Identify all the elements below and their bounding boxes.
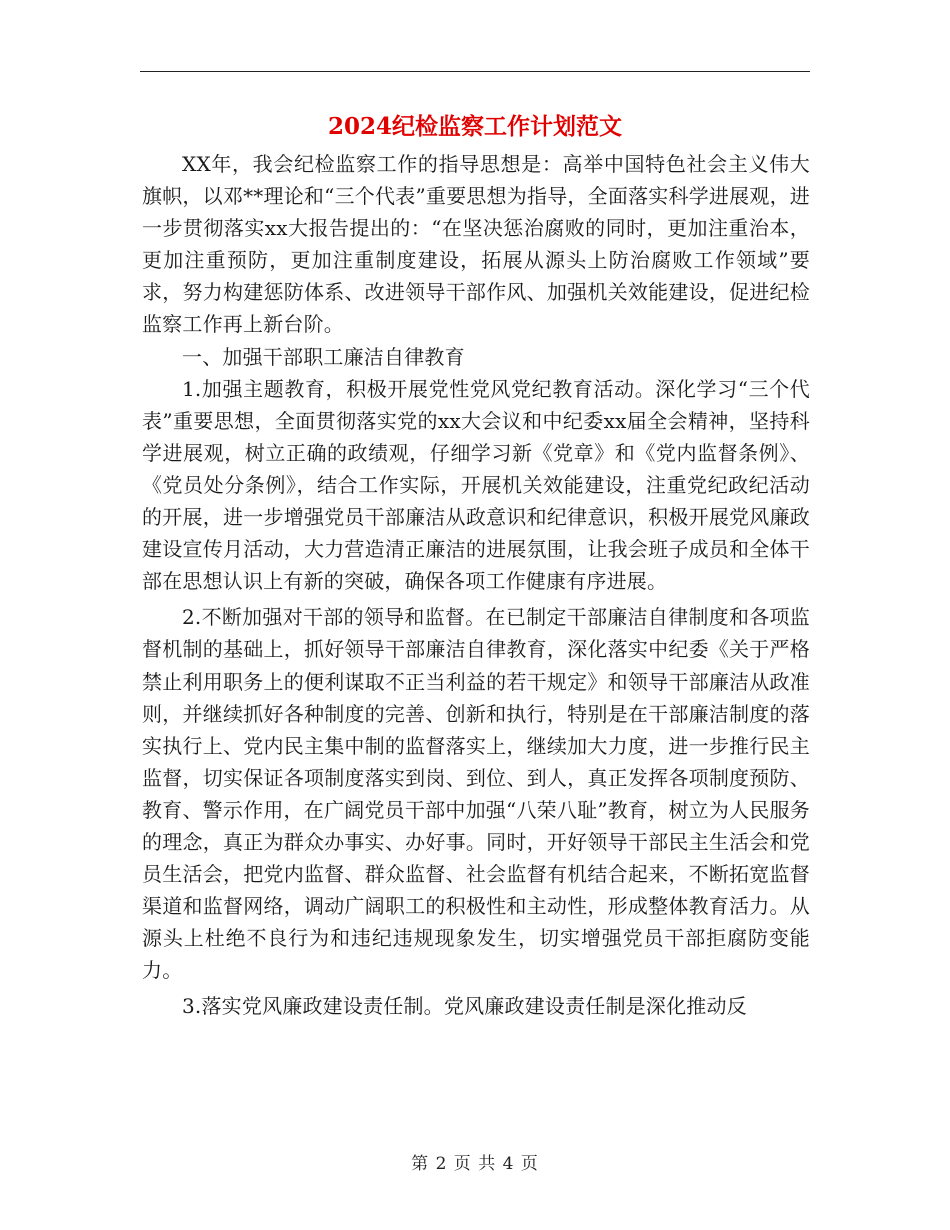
paragraph-guiding-thought: XX年，我会纪检监察工作的指导思想是：高举中国特色社会主义伟大旗帜，以邓**理论和“三个代表”重要思想为指导，全面落实科学进展观，进一步贯彻落实xx大报告提出的：“在坚决惩治腐败的同时，更加注重治本，更加注重预防，更加注重制度建设，拓展从源头上防治腐败工作领域”要求，努力构建惩防体系、改进领导干部作风、加强机关效能建设，促进纪检监察工作再上新台阶。	[142, 152, 810, 337]
header-rule	[140, 71, 810, 72]
paragraph-item-2: 2.不断加强对干部的领导和监督。在已制定干部廉洁自律制度和各项监督机制的基础上，抓好领导干部廉洁自律教育，深化落实中纪委《关于严格禁止利用职务上的便利谋取不正当利益的若干规定》和领导干部廉洁从政准则，并继续抓好各种制度的完善、创新和执行，特别是在干部廉洁制度的落实执行上、党内民主集中制的监督落实上，继续加大力度，进一步推行民主监督，切实保证各项制度落实到岗、到位、到人，真正发挥各项制度预防、教育、警示作用，在广阔党员干部中加强“八荣八耻”教育，树立为人民服务的理念，真正为群众办事实、办好事。同时，开好领导干部民主生活会和党员生活会，把党内监督、群众监督、社会监督有机结合起来，不断拓宽监督渠道和监督网络，调动广阔职工的积极性和主动性，形成整体教育活力。从源头上杜绝不良行为和违纪违规现象发生，切实增强党员干部拒腐防变能力。	[142, 605, 810, 983]
paragraph-item-1: 1.加强主题教育，积极开展党性党风党纪教育活动。深化学习“三个代表”重要思想，全面贯彻落实党的xx大会议和中纪委xx届全会精神，坚持科学进展观，树立正确的政绩观，仔细学习新《党章》和《党内监督条例》、《党员处分条例》，结合工作实际，开展机关效能建设，注重党纪政纪活动的开展，进一步增强党员干部廉洁从政意识和纪律意识，积极开展党风廉政建设宣传月活动，大力营造清正廉洁的进展氛围，让我会班子成员和全体干部在思想认识上有新的突破，确保各项工作健康有序进展。	[142, 376, 810, 594]
section-heading-1: 一、加强干部职工廉洁自律教育	[182, 344, 465, 369]
page-number-footer: 第 2 页 共 4 页	[411, 1154, 539, 1174]
document-body	[142, 148, 810, 1023]
document-title: 2024纪检监察工作计划范文	[327, 113, 622, 140]
paragraph-item-3: 3.落实党风廉政建设责任制。党风廉政建设责任制是深化推动反	[182, 994, 747, 1019]
